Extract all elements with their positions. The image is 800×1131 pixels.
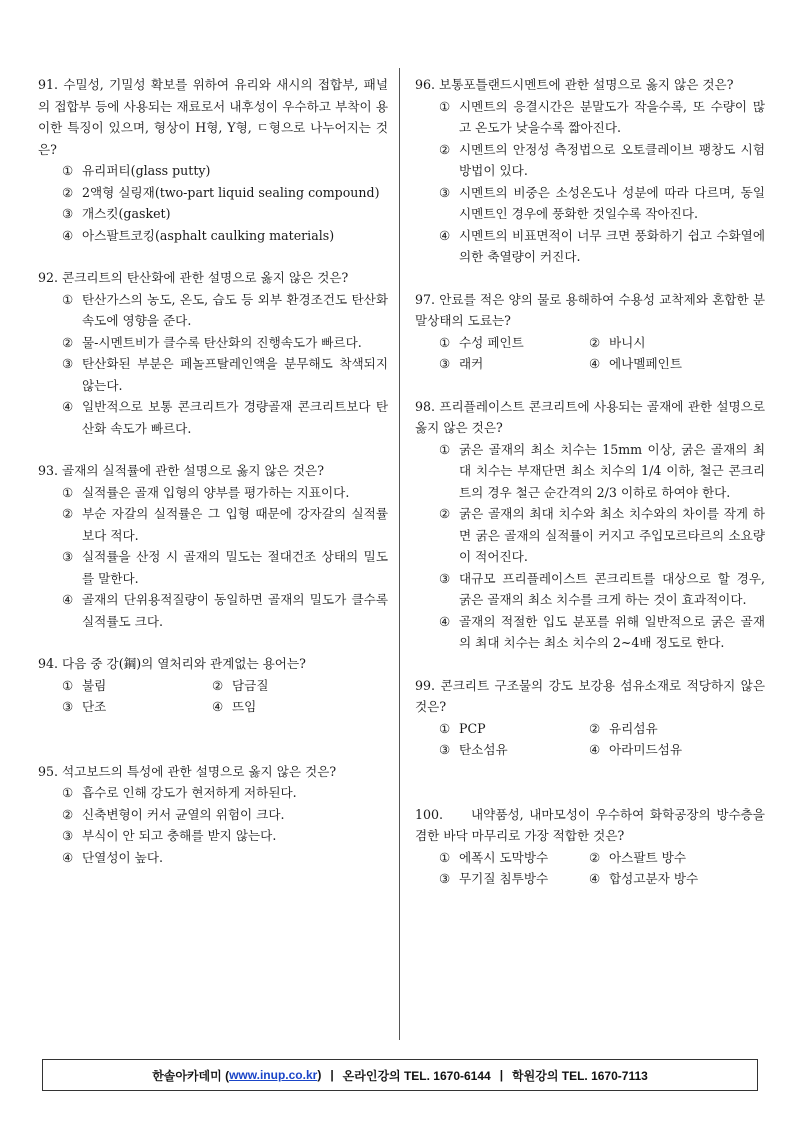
option[interactable] [62, 825, 388, 847]
option-text: 아라미드섬유 [609, 742, 682, 757]
question-number: 94. [38, 656, 59, 671]
option[interactable] [439, 847, 589, 869]
option-text: 단조 [82, 699, 107, 714]
option-row [439, 353, 765, 375]
option-row [439, 739, 765, 761]
option-mark: ① [62, 163, 74, 178]
question-stem [415, 675, 765, 718]
option-mark: ③ [62, 699, 74, 714]
option[interactable] [62, 203, 388, 225]
question-text: 석고보드의 특성에 관한 설명으로 옳지 않은 것은? [62, 763, 337, 779]
option-text: 바니시 [609, 334, 646, 350]
question-99 [415, 675, 765, 761]
option[interactable] [439, 225, 765, 268]
option-list [62, 782, 388, 868]
option-text: 시멘트의 안정성 측정법으로 오토클레이브 팽창도 시험방법이 있다. [459, 141, 765, 178]
option-text: 유리퍼티(glass putty) [82, 163, 211, 178]
question-91 [38, 74, 388, 246]
option-row [62, 675, 388, 697]
question-stem [415, 74, 765, 96]
option-text: 에나멜페인트 [609, 356, 682, 371]
option[interactable] [439, 139, 765, 182]
question-text: 골재의 실적률에 관한 설명으로 옳지 않은 것은? [62, 463, 324, 478]
option-mark: ④ [439, 613, 451, 629]
question-92 [38, 267, 388, 439]
option[interactable] [212, 675, 362, 697]
option-text: 탄산화된 부분은 페놀프탈레인액을 분무해도 착색되지 않는다. [82, 356, 388, 393]
column-divider [399, 68, 400, 1040]
option[interactable] [62, 289, 388, 332]
question-number: 96. [415, 77, 436, 92]
option-mark: ② [62, 184, 74, 200]
option[interactable] [439, 353, 589, 375]
option-text: 시멘트의 비표면적이 너무 크면 풍화하기 쉽고 수화열에 의한 축열량이 커진다. [459, 227, 765, 264]
option[interactable] [62, 696, 212, 718]
option-mark: ③ [439, 570, 451, 586]
question-number: 97. [415, 291, 436, 307]
option-text: 담금질 [232, 677, 269, 693]
option[interactable] [62, 182, 388, 204]
option-row [439, 718, 765, 740]
option[interactable] [439, 739, 589, 761]
question-number: 95. [38, 763, 59, 779]
option-mark: ① [439, 849, 451, 865]
option-mark: ④ [62, 227, 74, 243]
option-text: 굵은 골재의 최대 치수와 최소 치수와의 차이를 작게 하면 굵은 골재의 실적률이 커지고 주입모르타르의 소요량이 적어진다. [459, 506, 765, 564]
question-text: 내약품성, 내마모성이 우수하여 화학공장의 방수층을 겸한 바닥 마무리로 가장 적합한 것은? [415, 806, 765, 843]
option[interactable] [62, 847, 388, 869]
option[interactable] [62, 353, 388, 396]
option[interactable] [439, 868, 589, 890]
question-stem [38, 653, 388, 675]
question-text: 수밀성, 기밀성 확보를 위하여 유리와 새시의 접합부, 패널의 접합부 등에 사용되는 재료로서 내후성이 우수하고 부착이 용이한 특징이 있으며, 형상이 H형, Y형, ㄷ형으로 나누어지는 것은? [38, 77, 388, 157]
option-list [439, 439, 765, 654]
option-mark: ③ [439, 356, 451, 371]
option-mark: ④ [589, 356, 601, 371]
option[interactable] [62, 160, 388, 182]
option-text: 굵은 골재의 최소 치수는 15mm 이상, 굵은 골재의 최대 치수는 부재단면 최소 치수의 1/4 이하, 철근 콘크리트의 경우 철근 순간격의 2/3 이하로 하여야 한다. [459, 441, 765, 500]
option[interactable] [62, 546, 388, 589]
footer-separator: | [330, 1068, 334, 1082]
option-mark: ③ [62, 828, 74, 843]
question-text: 안료를 적은 양의 물로 용해하여 수용성 교착제와 혼합한 분말상태의 도료는? [415, 291, 766, 328]
option-text: 뜨임 [232, 699, 257, 714]
option-text: 실적률은 골재 입형의 양부를 평가하는 지표이다. [82, 484, 350, 500]
academy-close-paren: ) [317, 1068, 322, 1082]
option-list [62, 482, 388, 633]
option[interactable] [589, 718, 739, 740]
option-mark: ② [589, 334, 601, 350]
question-93 [38, 460, 388, 632]
option-mark: ④ [439, 227, 451, 243]
option-text: 부식이 안 되고 충해를 받지 않는다. [82, 828, 277, 843]
option-mark: ④ [62, 592, 74, 607]
option-mark: ② [439, 506, 451, 521]
online-tel: 온라인강의 TEL. 1670-6144 [342, 1068, 491, 1083]
option-text: 흡수로 인해 강도가 현저하게 저하된다. [82, 785, 297, 800]
option-row [439, 332, 765, 354]
option-mark: ④ [589, 871, 601, 886]
option-text: 에폭시 도막방수 [459, 849, 549, 865]
option-text: 단열성이 높다. [82, 849, 163, 865]
option-mark: ① [439, 334, 451, 350]
question-number: 99. [415, 677, 436, 693]
question-stem [415, 804, 765, 847]
option-text: 래커 [459, 356, 484, 371]
question-number: 100. [415, 806, 444, 822]
option-text: 합성고분자 방수 [609, 871, 699, 886]
option-mark: ④ [62, 849, 74, 865]
left-column [38, 74, 388, 868]
question-stem [38, 267, 388, 289]
option-text: 불림 [82, 677, 107, 693]
option-text: 시멘트의 응결시간은 분말도가 작을수록, 또 수량이 많고 온도가 낮을수록 짧아진다. [459, 98, 765, 135]
question-stem [38, 74, 388, 160]
option[interactable] [589, 868, 739, 890]
option-text: 유리섬유 [609, 720, 658, 736]
question-stem [38, 460, 388, 482]
question-text: 프리플레이스트 콘크리트에 사용되는 골재에 관한 설명으로 옳지 않은 것은? [415, 398, 765, 435]
option-mark: ② [62, 806, 74, 822]
question-number: 93. [38, 463, 59, 478]
option[interactable] [439, 96, 765, 139]
option-text: 탄소섬유 [459, 742, 508, 757]
option[interactable] [439, 182, 765, 225]
option[interactable] [439, 439, 765, 504]
academy-name: 한솔아카데미 ( [152, 1068, 230, 1083]
option-mark: ② [212, 677, 224, 693]
option-text: 무기질 침투방수 [459, 871, 549, 886]
option-mark: ② [589, 720, 601, 736]
footer-separator: | [499, 1068, 504, 1082]
option-list [62, 289, 388, 440]
option[interactable] [62, 503, 388, 546]
option[interactable] [439, 332, 589, 354]
question-stem [38, 761, 388, 783]
option-row [62, 696, 388, 718]
question-text: 다음 중 강(鋼)의 열처리와 관계없는 용어는? [62, 656, 306, 671]
option-mark: ③ [439, 184, 451, 200]
option-text: 대규모 프리플레이스트 콘크리트를 대상으로 할 경우, 굵은 골재의 최소 치수를 크게 하는 것이 효과적이다. [459, 570, 765, 607]
question-95 [38, 761, 388, 869]
option[interactable] [212, 696, 362, 718]
question-number: 92. [38, 270, 59, 285]
option-text: PCP [459, 720, 486, 736]
option[interactable] [589, 847, 739, 869]
option-mark: ① [439, 441, 451, 457]
option-text: 아스팔트 방수 [609, 849, 686, 865]
option-list [62, 160, 388, 246]
option-mark: ③ [439, 742, 451, 757]
option[interactable] [62, 332, 388, 354]
question-100 [415, 804, 765, 890]
option[interactable] [589, 353, 739, 375]
option-text: 아스팔트코킹(asphalt caulking materials) [82, 227, 335, 243]
right-column [415, 74, 765, 890]
question-text: 보통포틀랜드시멘트에 관한 설명으로 옳지 않은 것은? [439, 77, 734, 92]
option-text: 일반적으로 보통 콘크리트가 경량골재 콘크리트보다 탄산화 속도가 빠르다. [82, 399, 388, 436]
option-mark: ③ [62, 549, 74, 564]
option[interactable] [62, 225, 388, 247]
option-mark: ② [62, 506, 74, 521]
option-mark: ③ [439, 871, 451, 886]
option-mark: ② [439, 141, 451, 157]
question-number: 98. [415, 398, 436, 414]
option-mark: ① [62, 785, 74, 800]
option[interactable] [439, 568, 765, 611]
option-text: 골재의 단위용적질량이 동일하면 골재의 밀도가 클수록 실적률도 크다. [82, 592, 388, 629]
option[interactable] [62, 482, 388, 504]
question-number: 91. [38, 77, 59, 92]
offline-tel: 학원강의 TEL. 1670-7113 [512, 1068, 648, 1083]
option-mark: ① [439, 720, 451, 736]
question-94 [38, 653, 388, 718]
option-mark: ① [62, 291, 74, 307]
question-stem [415, 396, 765, 439]
option[interactable] [62, 782, 388, 804]
question-96 [415, 74, 765, 268]
option-mark: ③ [62, 206, 74, 221]
option-mark: ① [439, 98, 451, 114]
option-text: 실적률을 산정 시 골재의 밀도는 절대건조 상태의 밀도를 말한다. [82, 549, 388, 586]
option-mark: ④ [62, 399, 74, 414]
option-text: 부순 자갈의 실적률은 그 입형 때문에 강자갈의 실적률보다 적다. [82, 506, 388, 543]
option-mark: ② [62, 334, 74, 350]
option-text: 신축변형이 커서 균열의 위험이 크다. [82, 806, 285, 822]
option-row [439, 847, 765, 869]
option-text: 수성 페인트 [459, 334, 524, 350]
question-stem [415, 289, 765, 332]
option-row [439, 868, 765, 890]
option-text: 탄산가스의 농도, 온도, 습도 등 외부 환경조건도 탄산화 속도에 영향을 준다. [82, 291, 388, 328]
option-text: 골재의 적절한 입도 분포를 위해 일반적으로 굵은 골재의 최대 치수는 최소 치수의 2~4배 정도로 한다. [459, 613, 765, 650]
option-mark: ② [589, 849, 601, 865]
option-mark: ① [62, 484, 74, 500]
footer-bar [42, 1059, 758, 1091]
option-mark: ③ [62, 356, 74, 371]
option[interactable] [62, 589, 388, 632]
academy-link[interactable]: www.inup.co.kr [229, 1068, 318, 1082]
option-text: 2액형 실링재(two-part liquid sealing compound) [82, 184, 380, 200]
question-97 [415, 289, 765, 375]
option-list [439, 96, 765, 268]
option[interactable] [439, 718, 589, 740]
option-text: 물-시멘트비가 클수록 탄산화의 진행속도가 빠르다. [82, 334, 362, 350]
question-98 [415, 396, 765, 654]
option[interactable] [62, 804, 388, 826]
option[interactable] [589, 332, 739, 354]
option[interactable] [439, 503, 765, 568]
option[interactable] [439, 611, 765, 654]
option-mark: ④ [212, 699, 224, 714]
option[interactable] [62, 396, 388, 439]
option-mark: ④ [589, 742, 601, 757]
question-text: 콘크리트의 탄산화에 관한 설명으로 옳지 않은 것은? [62, 270, 349, 285]
option[interactable] [62, 675, 212, 697]
option-text: 시멘트의 비중은 소성온도나 성분에 따라 다르며, 동일 시멘트인 경우에 풍화한 것일수록 작아진다. [459, 184, 765, 221]
option-text: 개스킷(gasket) [82, 206, 171, 221]
option[interactable] [589, 739, 739, 761]
option-mark: ① [62, 677, 74, 693]
question-text: 콘크리트 구조물의 강도 보강용 섬유소재로 적당하지 않은 것은? [415, 677, 765, 714]
